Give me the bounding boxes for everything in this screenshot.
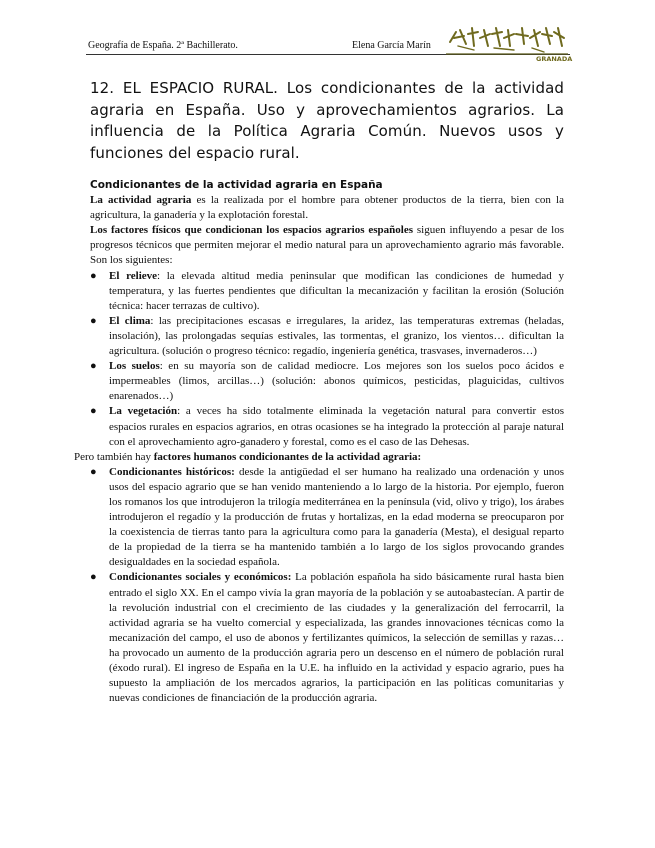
physical-factors-paragraph: Los factores físicos que condicionan los espacios agrarios españoles siguen influyendo a pesar de los progresos técnicos que permiten mejorar el medio natural para un aprovechamiento agrario más favorable. Son los siguientes:: [90, 224, 564, 267]
intro-paragraph: La actividad agraria es la realizada por el hombre para obtener productos de la tierra, bien con la agricultura, la ganadería y la explotación forestal.: [90, 194, 564, 222]
bullet-icon: ●: [90, 314, 97, 327]
bullet-icon: ●: [90, 405, 97, 418]
section-heading: Condicionantes de la actividad agraria en España: [90, 179, 383, 191]
bullet-icon: ●: [90, 269, 97, 282]
header-author: Elena García Marín: [352, 40, 431, 51]
human-factors-list: [90, 465, 564, 707]
svg-text:GRANADA: GRANADA: [536, 55, 573, 62]
list-item: ● El relieve: la elevada altitud media peninsular que modifican las condiciones de humedad y temperatura, y las fuertes pendientes que dificultan la mecanización y facilitan la erosión (Solución técnica: hacer terrazas de cultivo).: [90, 269, 564, 312]
human-factors-lead: Pero también hay factores humanos condicionantes de la actividad agraria:: [74, 450, 422, 463]
granada-logo: [444, 24, 574, 67]
document-body: [74, 178, 564, 706]
bullet-icon: ●: [90, 571, 97, 584]
physical-factors-list: [90, 269, 564, 450]
list-item: ● Los suelos: en su mayoría son de calidad mediocre. Los mejores son los suelos poco ácidos e impermeables (limos, arcillas…) (solución: abonos químicos, pesticidas, plaguicidas, cultivos enarenados…): [90, 360, 564, 403]
bullet-icon: ●: [90, 465, 97, 478]
list-item: ● El clima: las precipitaciones escasas e irregulares, la aridez, las temperaturas extremas (heladas, insolación), las prolongadas sequías estivales, las tormentas, el granizo, los vientos… dificultan la agricultura. (solución o progreso técnico: regadío, ingeniería genética, trasvases, invernaderos…): [90, 314, 564, 358]
page-title: 12. EL ESPACIO RURAL. Los condicionantes de la actividad agraria en España. Uso y aprovechamientos agrarios. La influencia de la Política Agraria Común. Nuevos usos y funciones del espacio rural.: [90, 79, 564, 162]
list-item: ● La vegetación: a veces ha sido totalmente eliminada la vegetación natural para convertir estos espacios rurales en espacios agrarios, en otras ocasiones se ha integrado la protección al paraje natural con el aprovechamiento agro-ganadero y forestal, como es el caso de las Dehesas.: [90, 405, 564, 448]
header-course: Geografía de España. 2ª Bachillerato.: [88, 40, 238, 51]
list-item: ● Condicionantes históricos: desde la antigüedad el ser humano ha realizado una ordenación y unos usos del espacio agrario que se han venido manteniendo a lo largo de la historia. Por ejemplo, fueron los romanos los que introdujeron la trilogía mediterránea en la península (vid, olivo y trigo), los árabes introdujeron el regadío y la producción de frutas y hortalizas, en la edad moderna se preocuparon por la coexistencia de tierras tanto para la agricultura como para la ganadería (Mesta), el desigual reparto de la propiedad de la tierra se ha mantenido también a lo largo de los siglos provocando grandes desigualdades en la sociedad española.: [90, 465, 564, 569]
bullet-icon: ●: [90, 360, 97, 373]
list-item: ● Condicionantes sociales y económicos: La población española ha sido básicamente rural hasta bien entrado el siglo XX. En el campo vivía la gran mayoría de la población y se autoabastecían. A partir de la revolución industrial con el crecimiento de las ciudades y la generalización del ferrocarril, la actividad agraria se ha vuelto comercial y especializada, las grandes innovaciones técnicas como la mecanización del campo, el uso de abonos y fertilizantes químicos, la selección de semillas y razas… ha provocado un aumento de la producción agraria pero un descenso en el número de población rural (éxodo rural). El ingreso de España en la U.E. ha influido en la actividad y espacio agrario, pues ha supuesto la ampliación de los mercados agrarios, la participación en las políticas comunitarias y nuevas condiciones de financiación de la producción agraria.: [90, 571, 564, 705]
